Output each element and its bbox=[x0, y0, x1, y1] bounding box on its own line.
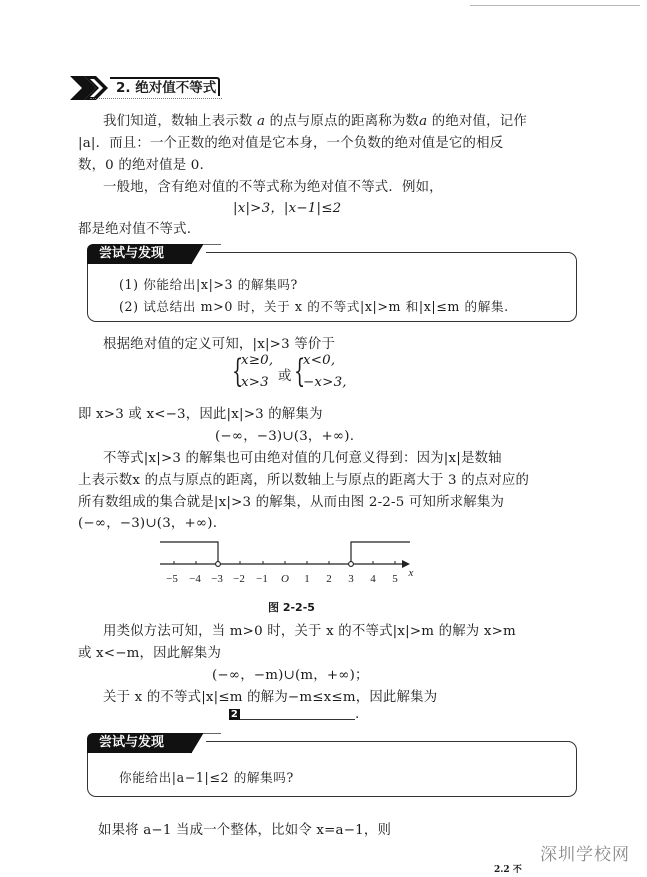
svg-text:−5: −5 bbox=[166, 573, 178, 585]
system-left-1: x≥0, bbox=[241, 353, 274, 368]
intro-line-4: 一般地，含有绝对值的不等式称为绝对值不等式．例如， bbox=[103, 180, 443, 195]
try-discover-box-1 bbox=[87, 244, 577, 322]
intro-line-1 bbox=[103, 110, 527, 129]
derivation-line-3: 即 x>3 或 x<−3，因此|x|>3 的解集为 bbox=[78, 407, 323, 422]
number-line-figure bbox=[150, 530, 430, 620]
system-right-1: x<0, bbox=[303, 353, 336, 368]
try-item-1: 你能给出|a−1|≤2 的解集吗? bbox=[119, 770, 294, 785]
text: 我们知道，数轴上表示数 bbox=[103, 114, 253, 129]
svg-text:4: 4 bbox=[370, 573, 376, 585]
section-heading bbox=[70, 76, 220, 98]
svg-text:−2: −2 bbox=[233, 573, 245, 585]
geo-line-1: 不等式|x|>3 的解集也可由绝对值的几何意义得到：因为|x|是数轴 bbox=[103, 451, 502, 466]
svg-text:−1: −1 bbox=[256, 573, 268, 585]
geo-line-3: 所有数组成的集合就是|x|>3 的解集，从而由图 2-2-5 可知所求解集为 bbox=[78, 495, 505, 510]
try-item-2: (2) 试总结出 m>0 时，关于 x 的不等式|x|>m 和|x|≤m 的解集. bbox=[119, 299, 509, 314]
svg-text:3: 3 bbox=[348, 573, 354, 585]
svg-text:O: O bbox=[281, 573, 289, 585]
intro-line-6: 都是绝对值不等式. bbox=[78, 222, 192, 237]
section-underline bbox=[90, 98, 222, 99]
fill-in-blank[interactable] bbox=[240, 708, 355, 720]
geo-line-2: 上表示数x 的点与原点的距离，所以数轴上与原点的距离大于 3 的点对应的 bbox=[78, 473, 530, 488]
var-a: a bbox=[256, 114, 266, 129]
left-brace-icon: { bbox=[232, 352, 244, 390]
section-title: 2. 绝对值不等式 bbox=[110, 77, 220, 96]
closing-line: 如果将 a−1 当成一个整体，比如令 x=a−1，则 bbox=[98, 823, 392, 838]
general-set-formula: (−∞，−m)∪(m，+∞)； bbox=[212, 668, 369, 683]
svg-text:−4: −4 bbox=[189, 573, 201, 585]
general-line-2: 或 x<−m，因此解集为 bbox=[78, 646, 222, 661]
geo-line-4: (−∞，−3)∪(3，+∞). bbox=[78, 516, 218, 531]
or-word: 或 bbox=[278, 369, 292, 384]
page-footer: 2.2 不 bbox=[494, 865, 522, 875]
general-line-4: 关于 x 的不等式|x|≤m 的解为−m≤x≤m，因此解集为 bbox=[103, 690, 438, 705]
general-line-1: 用类似方法可知，当 m>0 时，关于 x 的不等式|x|>m 的解为 x>m bbox=[103, 624, 516, 639]
watermark: 深圳学校网 bbox=[534, 840, 636, 865]
equation-system bbox=[232, 351, 372, 395]
tab-slant-icon bbox=[191, 244, 221, 266]
example-formula: |x|>3，|x−1|≤2 bbox=[233, 201, 342, 216]
derivation-line-1: 根据绝对值的定义可知，|x|>3 等价于 bbox=[103, 337, 336, 352]
text: 的绝对值，记作 bbox=[431, 114, 527, 129]
number-line-svg bbox=[150, 530, 430, 598]
system-left-2: x>3 bbox=[241, 375, 269, 390]
answer-blank bbox=[229, 707, 359, 722]
header-rule bbox=[470, 5, 640, 6]
svg-text:2: 2 bbox=[326, 573, 332, 585]
text: 的点与原点的距离称为数 bbox=[269, 114, 420, 129]
solution-set: (−∞，−3)∪(3，+∞). bbox=[215, 429, 355, 444]
try-discover-tab: 尝试与发现 bbox=[87, 733, 192, 753]
period: . bbox=[355, 707, 360, 722]
svg-text:5: 5 bbox=[392, 573, 398, 585]
try-discover-box-2 bbox=[87, 733, 577, 797]
intro-line-3: 数，0 的绝对值是 0. bbox=[78, 158, 204, 173]
blank-number-badge: 2 bbox=[230, 709, 239, 720]
try-discover-tab: 尝试与发现 bbox=[87, 244, 192, 264]
tab-slant-icon bbox=[191, 733, 221, 755]
intro-line-2: |a|．而且：一个正数的绝对值是它本身，一个负数的绝对值是它的相反 bbox=[78, 136, 504, 151]
try-item-1: (1) 你能给出|x|>3 的解集吗? bbox=[119, 277, 298, 292]
svg-text:x: x bbox=[408, 567, 414, 579]
var-a: a bbox=[419, 114, 428, 129]
svg-text:−3: −3 bbox=[211, 573, 223, 585]
svg-text:1: 1 bbox=[304, 573, 310, 585]
figure-caption: 图 2-2-5 bbox=[268, 601, 315, 614]
system-right-2: −x>3, bbox=[303, 375, 347, 390]
right-brace-icon: { bbox=[294, 352, 306, 390]
